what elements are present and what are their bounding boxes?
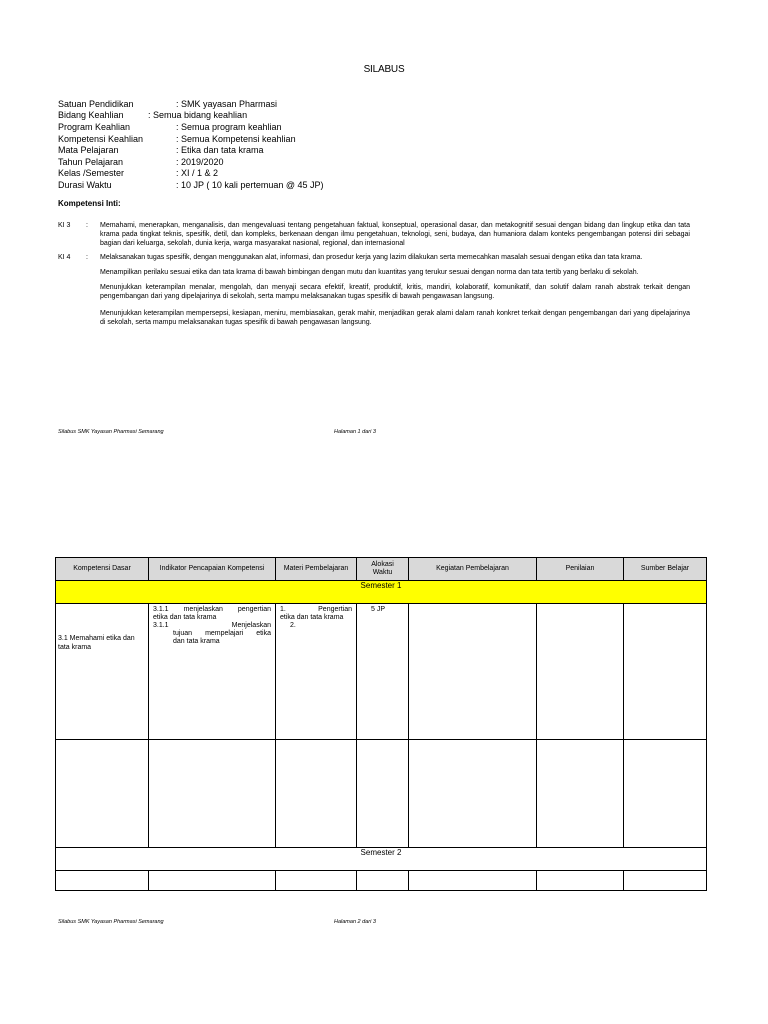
cell-alokasi-waktu: 5 JP bbox=[357, 604, 409, 740]
table-row bbox=[56, 740, 707, 848]
table-row bbox=[56, 871, 707, 891]
materi-line: 1. Pengertian bbox=[280, 606, 352, 613]
cell-empty bbox=[357, 740, 409, 848]
indikator-line: 3.1.1 Menjelaskan bbox=[153, 622, 271, 629]
cell-empty bbox=[56, 871, 149, 891]
indikator-line: etika dan tata krama bbox=[153, 614, 217, 621]
footer-school: Silabus SMK Yayasan Pharmasi Semarang bbox=[58, 429, 164, 435]
indikator-line: 3.1.1 menjelaskan pengertian bbox=[153, 606, 271, 613]
kompetensi-inti-label: Kompetensi Inti: bbox=[58, 199, 121, 208]
cell-empty bbox=[537, 871, 624, 891]
info-value: : Etika dan tata krama bbox=[176, 145, 264, 155]
ki4-code: KI 4 bbox=[58, 254, 71, 261]
cell-empty bbox=[409, 740, 537, 848]
info-value: : Semua bidang keahlian bbox=[148, 110, 248, 120]
cell-materi bbox=[276, 604, 357, 740]
semester-1-row bbox=[56, 581, 707, 604]
info-value: : 10 JP ( 10 kali pertemuan @ 45 JP) bbox=[176, 180, 324, 190]
table-header-row bbox=[56, 558, 707, 581]
table-row bbox=[56, 604, 707, 740]
cell-empty bbox=[409, 871, 537, 891]
header-kompetensi-dasar: Kompetensi Dasar bbox=[56, 558, 149, 581]
cell-empty bbox=[149, 740, 276, 848]
header-alokasi-line1: Alokasi bbox=[371, 561, 394, 568]
footer-page-number: Halaman 1 dari 3 bbox=[334, 429, 376, 435]
info-label: Mata Pelajaran bbox=[58, 145, 119, 155]
info-label: Kelas /Semester bbox=[58, 168, 125, 178]
ki4-paragraph: Menunjukkan keterampilan menalar, mengolah, dan menyaji secara efektif, kreatif, produktif, kritis, mandiri, kolaboratif, komunikatif, dan solutif dalam ranah abstrak terkait dengan pengembangan dari yang dipelajarinya di sekolah, serta mampu melaksanakan tugas spesifik di bawah pengawasan langsung. bbox=[100, 284, 690, 300]
header-sumber-belajar: Sumber Belajar bbox=[624, 558, 707, 581]
cell-kompetensi-dasar: 3.1 Memahami etika dan tata krama bbox=[56, 604, 149, 740]
info-value: : 2019/2020 bbox=[176, 157, 224, 167]
footer-page-number: Halaman 2 dari 3 bbox=[334, 919, 376, 925]
semester-2-label: Semester 2 bbox=[56, 848, 707, 871]
indikator-line: tujuan mempelajari etika bbox=[173, 630, 271, 637]
cell-empty bbox=[624, 740, 707, 848]
semester-2-row bbox=[56, 848, 707, 871]
info-value: : XI / 1 & 2 bbox=[176, 168, 219, 178]
ki3-code: KI 3 bbox=[58, 222, 71, 229]
cell-empty bbox=[624, 871, 707, 891]
cell-sumber bbox=[624, 604, 707, 740]
semester-1-label: Semester 1 bbox=[56, 581, 707, 604]
info-label: Program Keahlian bbox=[58, 122, 131, 132]
cell-empty bbox=[56, 740, 149, 848]
cell-empty bbox=[276, 871, 357, 891]
ki4-text: Melaksanakan tugas spesifik, dengan menggunakan alat, informasi, dan prosedur kerja yang lazim dilakukan serta memecahkan masalah sesuai dengan etika dan tata krama. bbox=[100, 254, 643, 261]
ki4-paragraph: Menampilkan perilaku sesuai etika dan tata krama di bawah bimbingan dengan mutu dan kuantitas yang terukur sesuai dengan norma dan tata tertib yang berlaku di sekolah. bbox=[100, 269, 639, 276]
header-indikator: Indikator Pencapaian Kompetensi bbox=[149, 558, 276, 581]
document-title: SILABUS bbox=[363, 64, 405, 75]
syllabus-table bbox=[55, 557, 707, 891]
materi-line: 2. bbox=[290, 622, 296, 629]
cell-kegiatan bbox=[409, 604, 537, 740]
header-kegiatan: Kegiatan Pembelajaran bbox=[409, 558, 537, 581]
info-label: Bidang Keahlian bbox=[58, 110, 124, 120]
cell-empty bbox=[537, 740, 624, 848]
ki4-colon: : bbox=[86, 254, 88, 261]
info-label: Kompetensi Keahlian bbox=[58, 134, 144, 144]
cell-empty bbox=[357, 871, 409, 891]
footer-school: Silabus SMK Yayasan Pharmasi Semarang bbox=[58, 919, 164, 925]
info-label: Tahun Pelajaran bbox=[58, 157, 124, 167]
cell-empty bbox=[149, 871, 276, 891]
cell-penilaian bbox=[537, 604, 624, 740]
info-label: Satuan Pendidikan bbox=[58, 99, 134, 109]
info-value: : SMK yayasan Pharmasi bbox=[176, 99, 278, 109]
cell-indikator bbox=[149, 604, 276, 740]
info-value: : Semua Kompetensi keahlian bbox=[176, 134, 296, 144]
ki4-paragraph: Menunjukkan keterampilan mempersepsi, kesiapan, meniru, membiasakan, gerak mahir, menjadikan gerak alami dalam ranah konkret terkait dengan pengembangan dari yang dipelajarinya di sekolah, serta mampu melaksanakan tugas spesifik di bawah pengawasan langsung. bbox=[100, 310, 690, 326]
ki3-text: Memahami, menerapkan, menganalisis, dan mengevaluasi tentang pengetahuan faktual, konseptual, operasional dasar, dan metakognitif sesuai dengan bidang dan lingkup etika dan tata krama pada tingkat teknis, spesifik, detil, dan kompleks, berkenaan dengan ilmu pengetahuan, teknologi, seni, budaya, dan humaniora dalam konteks pengembangan potensi diri sebagai bagian dari keluarga, sekolah, dunia kerja, warga masyarakat nasional, regional, dan internasional bbox=[100, 222, 690, 247]
cell-empty bbox=[276, 740, 357, 848]
info-label: Durasi Waktu bbox=[58, 180, 112, 190]
header-penilaian: Penilaian bbox=[537, 558, 624, 581]
header-materi: Materi Pembelajaran bbox=[276, 558, 357, 581]
header-alokasi-waktu bbox=[357, 558, 409, 581]
materi-line: etika dan tata krama bbox=[280, 614, 344, 621]
info-value: : Semua program keahlian bbox=[176, 122, 282, 132]
ki3-colon: : bbox=[86, 222, 88, 229]
indikator-line: dan tata krama bbox=[173, 638, 220, 645]
header-alokasi-line2: Waktu bbox=[372, 569, 393, 576]
